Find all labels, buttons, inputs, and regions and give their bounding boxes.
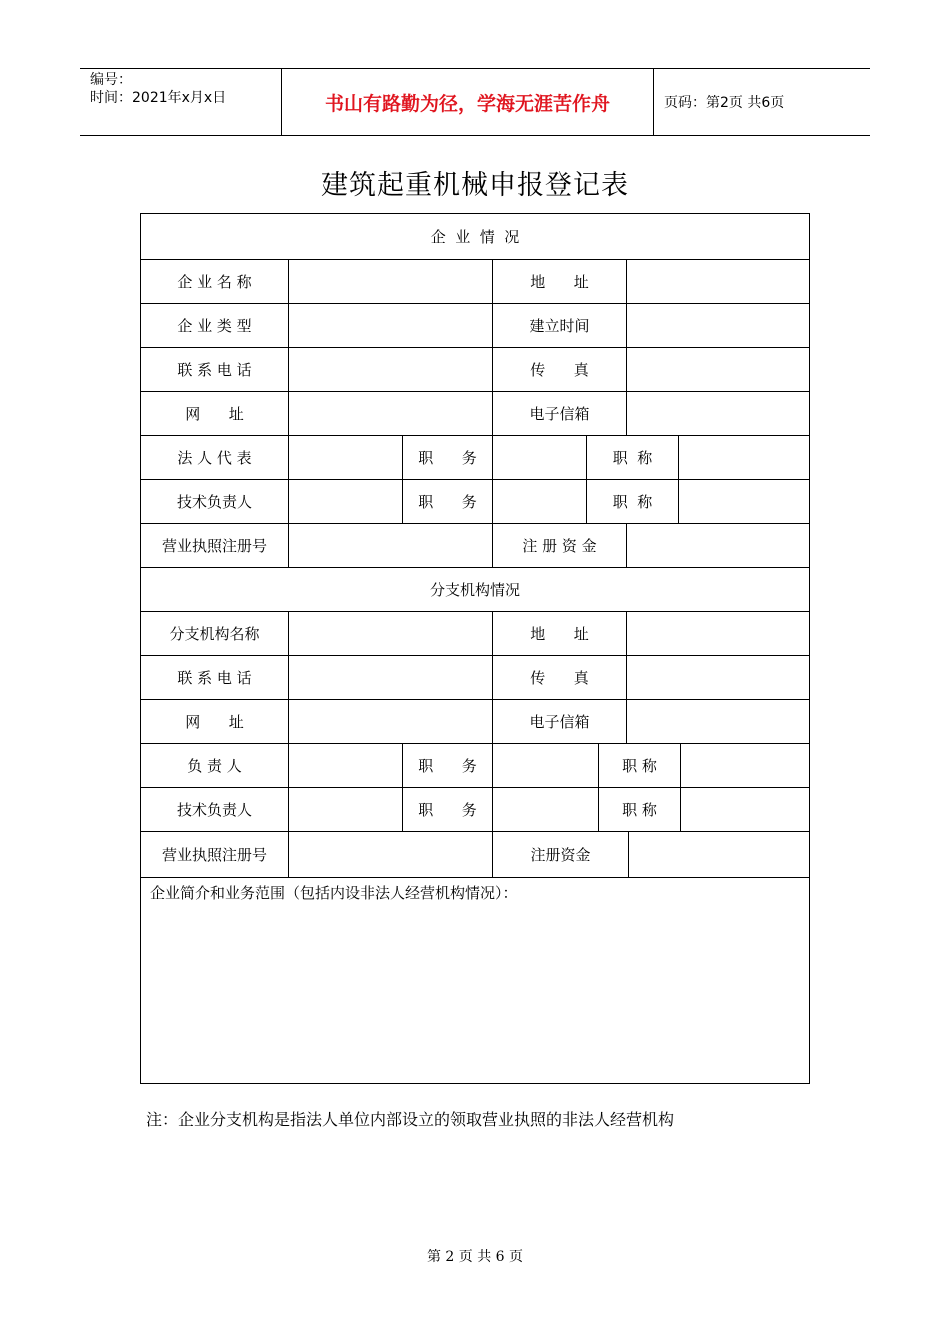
label-address: 地 址 [493, 260, 627, 304]
date-line: 时间：2021年x月x日 [90, 90, 227, 106]
label-license-no: 营业执照注册号 [141, 524, 289, 568]
field-branch-website[interactable] [289, 700, 493, 744]
intro-label: 企业简介和业务范围（包括内设非法人经营机构情况）： [150, 884, 518, 902]
label-branch-license-no: 营业执照注册号 [141, 832, 289, 878]
field-address[interactable] [627, 260, 809, 304]
label-legal-rep: 法 人 代 表 [141, 436, 289, 480]
label-branch-fax: 传 真 [493, 656, 627, 700]
field-enterprise-type[interactable] [289, 304, 493, 348]
field-tech-lead-position[interactable] [493, 480, 587, 524]
label-branch-tech-lead: 技术负责人 [141, 788, 289, 832]
label-branch-name: 分支机构名称 [141, 612, 289, 656]
label-tech-lead-title: 职 称 [587, 480, 679, 524]
field-license-no[interactable] [289, 524, 493, 568]
field-branch-license-no[interactable] [289, 832, 493, 878]
label-legal-rep-position: 职 务 [403, 436, 493, 480]
field-legal-rep-title[interactable] [679, 436, 809, 480]
field-email[interactable] [627, 392, 809, 436]
field-enterprise-name[interactable] [289, 260, 493, 304]
field-fax[interactable] [627, 348, 809, 392]
field-branch-email[interactable] [627, 700, 809, 744]
page-header [80, 68, 870, 136]
field-branch-head-position[interactable] [493, 744, 599, 788]
label-enterprise-type: 企 业 类 型 [141, 304, 289, 348]
label-branch-tech-lead-position: 职 务 [403, 788, 493, 832]
label-branch-reg-capital: 注册资金 [493, 832, 629, 878]
label-enterprise-name: 企 业 名 称 [141, 260, 289, 304]
header-motto: 书山有路勤为径，学海无涯苦作舟 [282, 69, 654, 135]
label-branch-head-title: 职 称 [599, 744, 681, 788]
field-founded[interactable] [627, 304, 809, 348]
label-branch-head: 负 责 人 [141, 744, 289, 788]
page-footer: 第 2 页 共 6 页 [426, 1249, 524, 1265]
field-legal-rep-position[interactable] [493, 436, 587, 480]
label-reg-capital: 注 册 资 金 [493, 524, 627, 568]
field-tech-lead[interactable] [289, 480, 403, 524]
header-page-info: 页码：第2页 共6页 [664, 95, 785, 111]
field-branch-name[interactable] [289, 612, 493, 656]
field-branch-tech-lead[interactable] [289, 788, 403, 832]
number-label: 编号： [90, 72, 132, 88]
label-tech-lead: 技术负责人 [141, 480, 289, 524]
label-branch-phone: 联 系 电 话 [141, 656, 289, 700]
field-tech-lead-title[interactable] [679, 480, 809, 524]
field-website[interactable] [289, 392, 493, 436]
field-branch-phone[interactable] [289, 656, 493, 700]
field-branch-head-title[interactable] [681, 744, 809, 788]
field-branch-fax[interactable] [627, 656, 809, 700]
section-enterprise: 企 业 情 况 [141, 214, 809, 260]
label-fax: 传 真 [493, 348, 627, 392]
field-branch-tech-lead-title[interactable] [681, 788, 809, 832]
field-branch-head[interactable] [289, 744, 403, 788]
field-legal-rep[interactable] [289, 436, 403, 480]
label-website: 网 址 [141, 392, 289, 436]
field-branch-tech-lead-position[interactable] [493, 788, 599, 832]
label-tech-lead-position: 职 务 [403, 480, 493, 524]
label-branch-tech-lead-title: 职 称 [599, 788, 681, 832]
document-title: 建筑起重机械申报登记表 [321, 170, 629, 201]
label-branch-website: 网 址 [141, 700, 289, 744]
field-phone[interactable] [289, 348, 493, 392]
intro-area[interactable] [141, 878, 809, 1083]
section-branch: 分支机构情况 [141, 568, 809, 612]
label-branch-email: 电子信箱 [493, 700, 627, 744]
label-email: 电子信箱 [493, 392, 627, 436]
footnote: 注：企业分支机构是指法人单位内部设立的领取营业执照的非法人经营机构 [146, 1110, 675, 1129]
field-reg-capital[interactable] [627, 524, 809, 568]
header-meta [80, 69, 282, 135]
label-phone: 联 系 电 话 [141, 348, 289, 392]
field-branch-reg-capital[interactable] [629, 832, 809, 878]
label-legal-rep-title: 职 称 [587, 436, 679, 480]
label-branch-address: 地 址 [493, 612, 627, 656]
label-branch-head-position: 职 务 [403, 744, 493, 788]
label-founded: 建立时间 [493, 304, 627, 348]
field-branch-address[interactable] [627, 612, 809, 656]
registration-form [140, 213, 810, 1084]
